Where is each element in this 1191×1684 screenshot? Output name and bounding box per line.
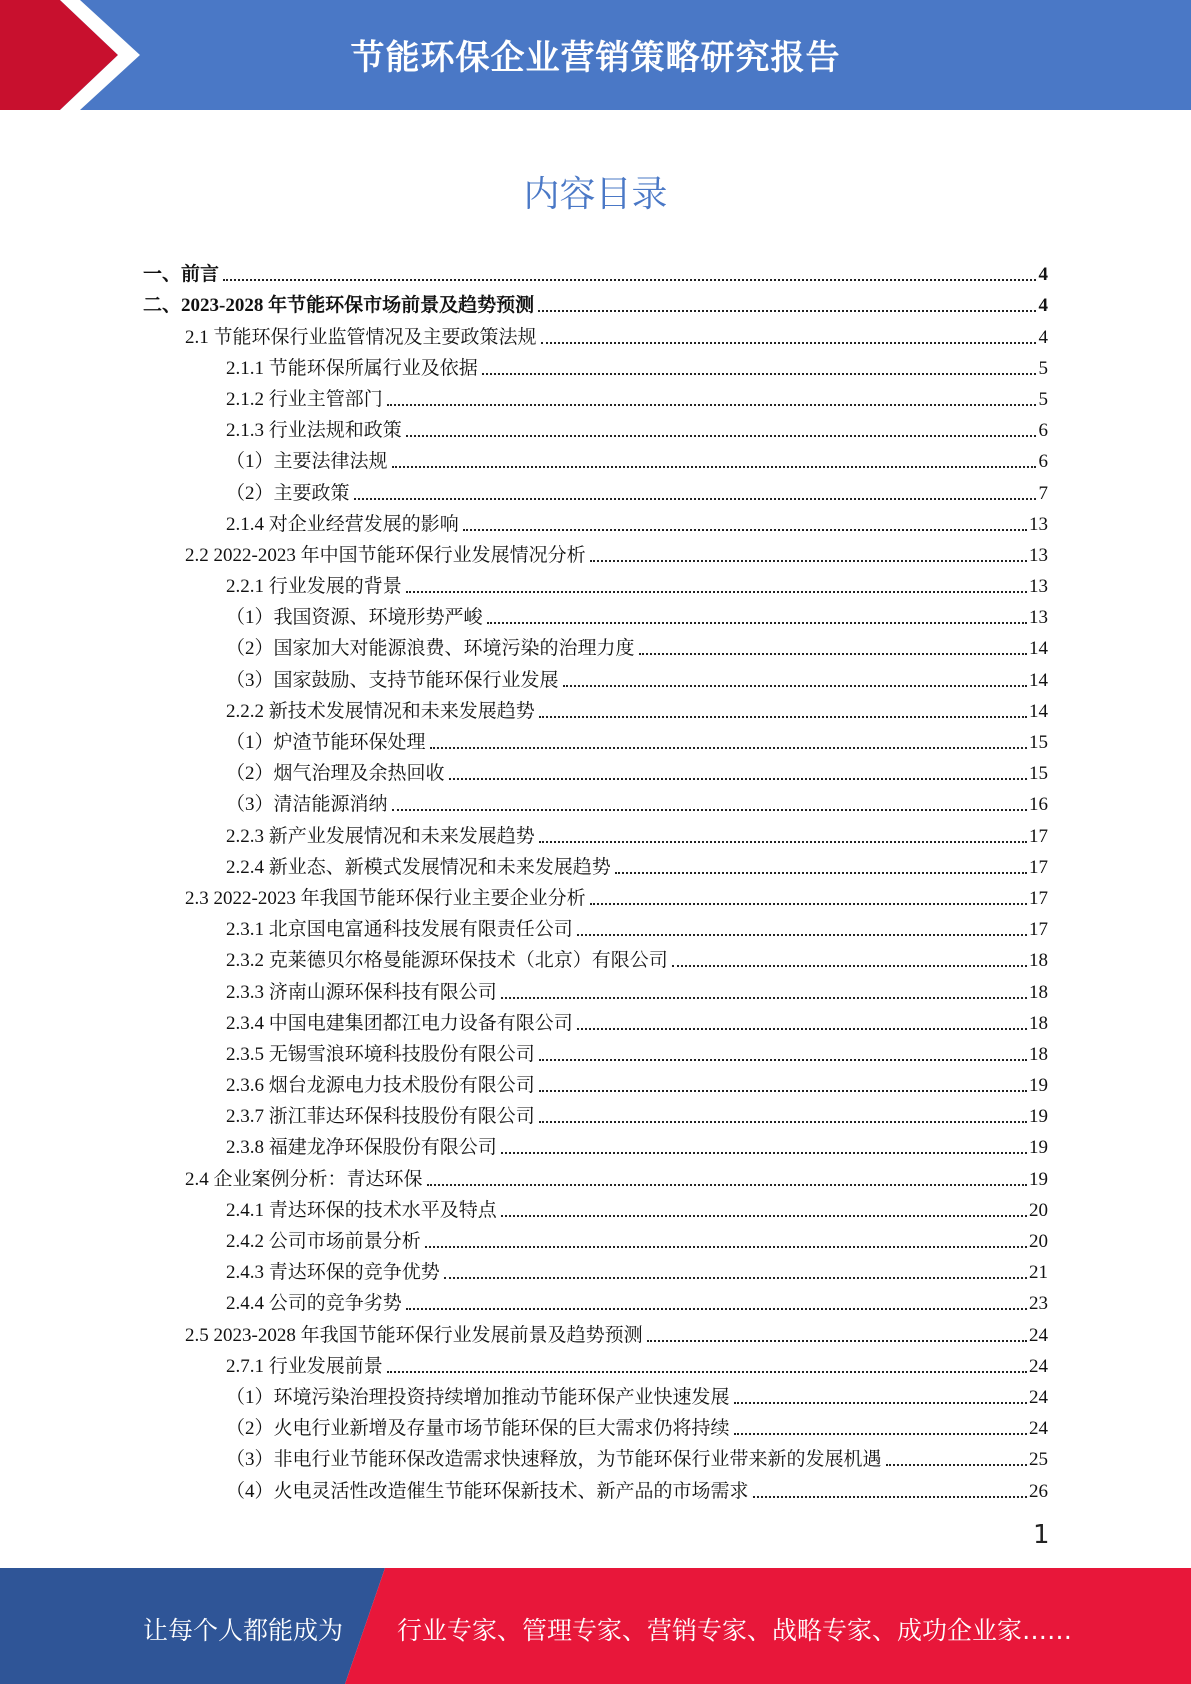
toc-entry-page: 17	[1029, 856, 1048, 878]
toc-entry-label: 2.2.4 新业态、新模式发展情况和未来发展趋势	[226, 856, 611, 878]
toc-leader-dots	[482, 373, 1036, 375]
toc-entry-page: 4	[1038, 326, 1048, 348]
toc-entry[interactable]	[143, 848, 1048, 879]
toc-entry-page: 20	[1029, 1231, 1048, 1252]
toc-entry-label: 2.3.8 福建龙净环保股份有限公司	[226, 1137, 497, 1159]
toc-entry-page: 15	[1029, 732, 1048, 753]
toc-entry[interactable]	[143, 411, 1048, 442]
toc-entry-label: 2.1.4 对企业经营发展的影响	[226, 513, 459, 535]
toc-leader-dots	[354, 498, 1036, 500]
toc-entry[interactable]	[143, 1440, 1048, 1471]
toc-leader-dots	[406, 435, 1036, 437]
toc-entry-label: （2）国家加大对能源浪费、环境污染的治理力度	[226, 638, 635, 660]
toc-entry-label: （3）国家鼓励、支持节能环保行业发展	[226, 669, 559, 691]
toc-entry-label: （2）主要政策	[226, 482, 350, 504]
toc-entry-page: 18	[1029, 1043, 1048, 1065]
toc-entry[interactable]	[143, 1222, 1048, 1253]
toc-entry-page: 19	[1029, 1106, 1048, 1128]
toc-entry[interactable]	[143, 1004, 1048, 1035]
toc-entry-label: 一、前言	[143, 264, 220, 286]
toc-entry-page: 6	[1038, 420, 1048, 442]
toc-entry-label: 2.4.2 公司市场前景分析	[226, 1231, 421, 1252]
toc-entry[interactable]	[143, 1097, 1048, 1128]
toc-leader-dots	[615, 872, 1027, 874]
toc-leader-dots	[223, 279, 1036, 281]
toc-entry[interactable]	[143, 879, 1048, 910]
table-of-contents	[143, 255, 1048, 1503]
toc-leader-dots	[539, 1090, 1027, 1092]
toc-leader-dots	[430, 747, 1027, 749]
toc-entry[interactable]	[143, 317, 1048, 348]
toc-entry[interactable]	[143, 972, 1048, 1003]
toc-entry-label: （4）火电灵活性改造催生节能环保新技术、新产品的市场需求	[226, 1480, 749, 1502]
toc-entry-page: 20	[1029, 1199, 1048, 1221]
toc-entry-label: 2.2.2 新技术发展情况和未来发展趋势	[226, 700, 535, 722]
toc-entry-page: 14	[1029, 700, 1048, 722]
toc-leader-dots	[539, 1121, 1027, 1123]
toc-leader-dots	[563, 685, 1027, 687]
toc-entry[interactable]	[143, 255, 1048, 286]
toc-entry-page: 19	[1029, 1168, 1048, 1190]
toc-leader-dots	[539, 716, 1027, 718]
toc-entry-page: 4	[1038, 264, 1048, 286]
toc-entry[interactable]	[143, 536, 1048, 567]
toc-entry[interactable]	[143, 754, 1048, 785]
toc-entry-page: 14	[1029, 669, 1048, 691]
toc-entry[interactable]	[143, 380, 1048, 411]
toc-leader-dots	[539, 841, 1027, 843]
toc-entry-label: 2.2.1 行业发展的背景	[226, 576, 402, 598]
toc-entry[interactable]	[143, 1284, 1048, 1315]
toc-entry-page: 18	[1029, 981, 1048, 1003]
toc-entry-label: 2.3.3 济南山源环保科技有限公司	[226, 981, 497, 1003]
toc-entry-page: 24	[1029, 1386, 1048, 1408]
toc-entry-page: 13	[1029, 576, 1048, 598]
toc-entry-label: 2.5 2023-2028 年我国节能环保行业发展前景及趋势预测	[185, 1324, 643, 1346]
toc-entry-page: 19	[1029, 1137, 1048, 1159]
toc-leader-dots	[392, 466, 1036, 468]
toc-entry-page: 24	[1029, 1418, 1048, 1440]
toc-entry-page: 5	[1038, 357, 1048, 379]
toc-entry[interactable]	[143, 1253, 1048, 1284]
toc-entry[interactable]	[143, 1315, 1048, 1346]
toc-entry[interactable]	[143, 473, 1048, 504]
toc-entry[interactable]	[143, 629, 1048, 660]
toc-entry[interactable]	[143, 1378, 1048, 1409]
toc-entry-label: 2.3 2022-2023 年我国节能环保行业主要企业分析	[185, 887, 586, 909]
page-number: 1	[1033, 1520, 1050, 1550]
toc-entry[interactable]	[143, 1347, 1048, 1378]
toc-leader-dots	[501, 1215, 1027, 1217]
report-title: 节能环保企业营销策略研究报告	[350, 38, 841, 78]
toc-entry-label: （1）我国资源、环境形势严峻	[226, 607, 483, 629]
toc-entry-page: 4	[1038, 295, 1048, 317]
toc-entry-page: 17	[1029, 919, 1048, 941]
toc-leader-dots	[449, 778, 1027, 780]
footer-slogan-left: 让每个人都能成为	[143, 1616, 344, 1645]
toc-entry-page: 5	[1038, 388, 1048, 410]
toc-entry[interactable]	[143, 598, 1048, 629]
toc-entry-label: 2.3.6 烟台龙源电力技术股份有限公司	[226, 1075, 535, 1097]
toc-leader-dots	[444, 1277, 1027, 1279]
toc-leader-dots	[539, 1059, 1027, 1061]
toc-entry[interactable]	[143, 1035, 1048, 1066]
toc-entry-label: （3）清洁能源消纳	[226, 794, 388, 816]
toc-entry[interactable]	[143, 1471, 1048, 1502]
toc-entry[interactable]	[143, 286, 1048, 317]
toc-entry-label: 2.1.1 节能环保所属行业及依据	[226, 357, 478, 379]
toc-entry-page: 21	[1029, 1262, 1048, 1284]
toc-entry-label: 2.3.1 北京国电富通科技发展有限责任公司	[226, 919, 573, 941]
toc-entry-page: 13	[1029, 513, 1048, 535]
toc-leader-dots	[427, 1184, 1027, 1186]
toc-entry[interactable]	[143, 1066, 1048, 1097]
toc-leader-dots	[463, 529, 1027, 531]
toc-leader-dots	[392, 809, 1027, 811]
toc-title: 内容目录	[523, 174, 668, 215]
toc-entry-page: 13	[1029, 544, 1048, 566]
toc-leader-dots	[590, 560, 1027, 562]
toc-entry-label: （1）炉渣节能环保处理	[226, 732, 426, 753]
toc-entry-label: 2.1.2 行业主管部门	[226, 388, 383, 410]
toc-entry-page: 7	[1038, 482, 1048, 504]
toc-leader-dots	[639, 653, 1027, 655]
toc-entry-label: 2.3.5 无锡雪浪环境科技股份有限公司	[226, 1043, 535, 1065]
toc-leader-dots	[590, 903, 1027, 905]
toc-entry-label: （2）火电行业新增及存量市场节能环保的巨大需求仍将持续	[226, 1418, 730, 1440]
toc-leader-dots	[577, 934, 1027, 936]
toc-entry-label: 2.4.4 公司的竞争劣势	[226, 1293, 402, 1315]
toc-leader-dots	[886, 1464, 1027, 1466]
toc-entry[interactable]	[143, 349, 1048, 380]
toc-leader-dots	[734, 1402, 1027, 1404]
toc-entry[interactable]	[143, 785, 1048, 816]
toc-entry-label: 2.1 节能环保行业监管情况及主要政策法规	[185, 326, 537, 348]
toc-leader-dots	[541, 342, 1036, 344]
footer-slogan-right: 行业专家、管理专家、营销专家、战略专家、成功企业家……	[397, 1616, 1073, 1645]
toc-entry-page: 6	[1038, 451, 1048, 473]
toc-entry-label: （1）环境污染治理投资持续增加推动节能环保产业快速发展	[226, 1386, 730, 1408]
toc-entry-label: 2.3.2 克莱德贝尔格曼能源环保技术（北京）有限公司	[226, 950, 668, 972]
toc-entry-label: 2.1.3 行业法规和政策	[226, 420, 402, 442]
toc-entry[interactable]	[143, 1191, 1048, 1222]
toc-entry-page: 26	[1029, 1480, 1048, 1502]
toc-leader-dots	[425, 1246, 1027, 1248]
toc-leader-dots	[501, 1152, 1027, 1154]
toc-entry-label: 2.4.3 青达环保的竞争优势	[226, 1262, 440, 1284]
page-footer	[0, 1568, 1191, 1684]
toc-leader-dots	[753, 1496, 1027, 1498]
toc-entry-page: 17	[1029, 887, 1048, 909]
toc-entry[interactable]	[143, 941, 1048, 972]
toc-leader-dots	[387, 404, 1036, 406]
toc-entry[interactable]	[143, 1409, 1048, 1440]
toc-entry[interactable]	[143, 567, 1048, 598]
toc-entry-page: 14	[1029, 638, 1048, 660]
toc-entry-label: （1）主要法律法规	[226, 451, 388, 473]
toc-leader-dots	[501, 997, 1027, 999]
toc-leader-dots	[406, 1308, 1027, 1310]
toc-entry-page: 16	[1029, 794, 1048, 816]
toc-entry[interactable]	[143, 692, 1048, 723]
toc-entry-label: 二、2023-2028 年节能环保市场前景及趋势预测	[143, 295, 535, 317]
toc-entry-page: 13	[1029, 607, 1048, 629]
toc-entry-page: 24	[1029, 1324, 1048, 1346]
toc-entry-page: 17	[1029, 825, 1048, 847]
toc-leader-dots	[647, 1340, 1027, 1342]
toc-entry-label: 2.4 企业案例分析：青达环保	[185, 1168, 423, 1190]
toc-entry[interactable]	[143, 723, 1048, 754]
toc-entry-page: 18	[1029, 950, 1048, 972]
toc-leader-dots	[577, 1028, 1027, 1030]
toc-leader-dots	[672, 965, 1027, 967]
toc-leader-dots	[734, 1433, 1027, 1435]
toc-entry-label: 2.3.7 浙江菲达环保科技股份有限公司	[226, 1106, 535, 1128]
toc-entry[interactable]	[143, 1128, 1048, 1159]
toc-entry[interactable]	[143, 910, 1048, 941]
toc-entry-page: 18	[1029, 1012, 1048, 1034]
toc-leader-dots	[487, 622, 1027, 624]
toc-entry-page: 19	[1029, 1075, 1048, 1097]
toc-entry-label: 2.2.3 新产业发展情况和未来发展趋势	[226, 825, 535, 847]
toc-entry-label: 2.4.1 青达环保的技术水平及特点	[226, 1199, 497, 1221]
toc-entry-label: 2.2 2022-2023 年中国节能环保行业发展情况分析	[185, 544, 586, 566]
toc-entry[interactable]	[143, 1159, 1048, 1190]
toc-entry-label: （2）烟气治理及余热回收	[226, 763, 445, 785]
toc-entry[interactable]	[143, 816, 1048, 847]
toc-entry-page: 15	[1029, 763, 1048, 785]
toc-entry-page: 23	[1029, 1293, 1048, 1315]
toc-entry-label: （3）非电行业节能环保改造需求快速释放，为节能环保行业带来新的发展机遇	[226, 1449, 882, 1471]
toc-leader-dots	[538, 310, 1036, 312]
toc-entry[interactable]	[143, 505, 1048, 536]
toc-entry-page: 24	[1029, 1355, 1048, 1377]
page-header	[0, 0, 1191, 110]
toc-leader-dots	[387, 1371, 1027, 1373]
toc-entry-page: 25	[1029, 1449, 1048, 1471]
toc-entry[interactable]	[143, 442, 1048, 473]
toc-entry-label: 2.3.4 中国电建集团都江电力设备有限公司	[226, 1012, 573, 1034]
toc-leader-dots	[406, 591, 1027, 593]
toc-entry[interactable]	[143, 660, 1048, 691]
toc-entry-label: 2.7.1 行业发展前景	[226, 1355, 383, 1377]
